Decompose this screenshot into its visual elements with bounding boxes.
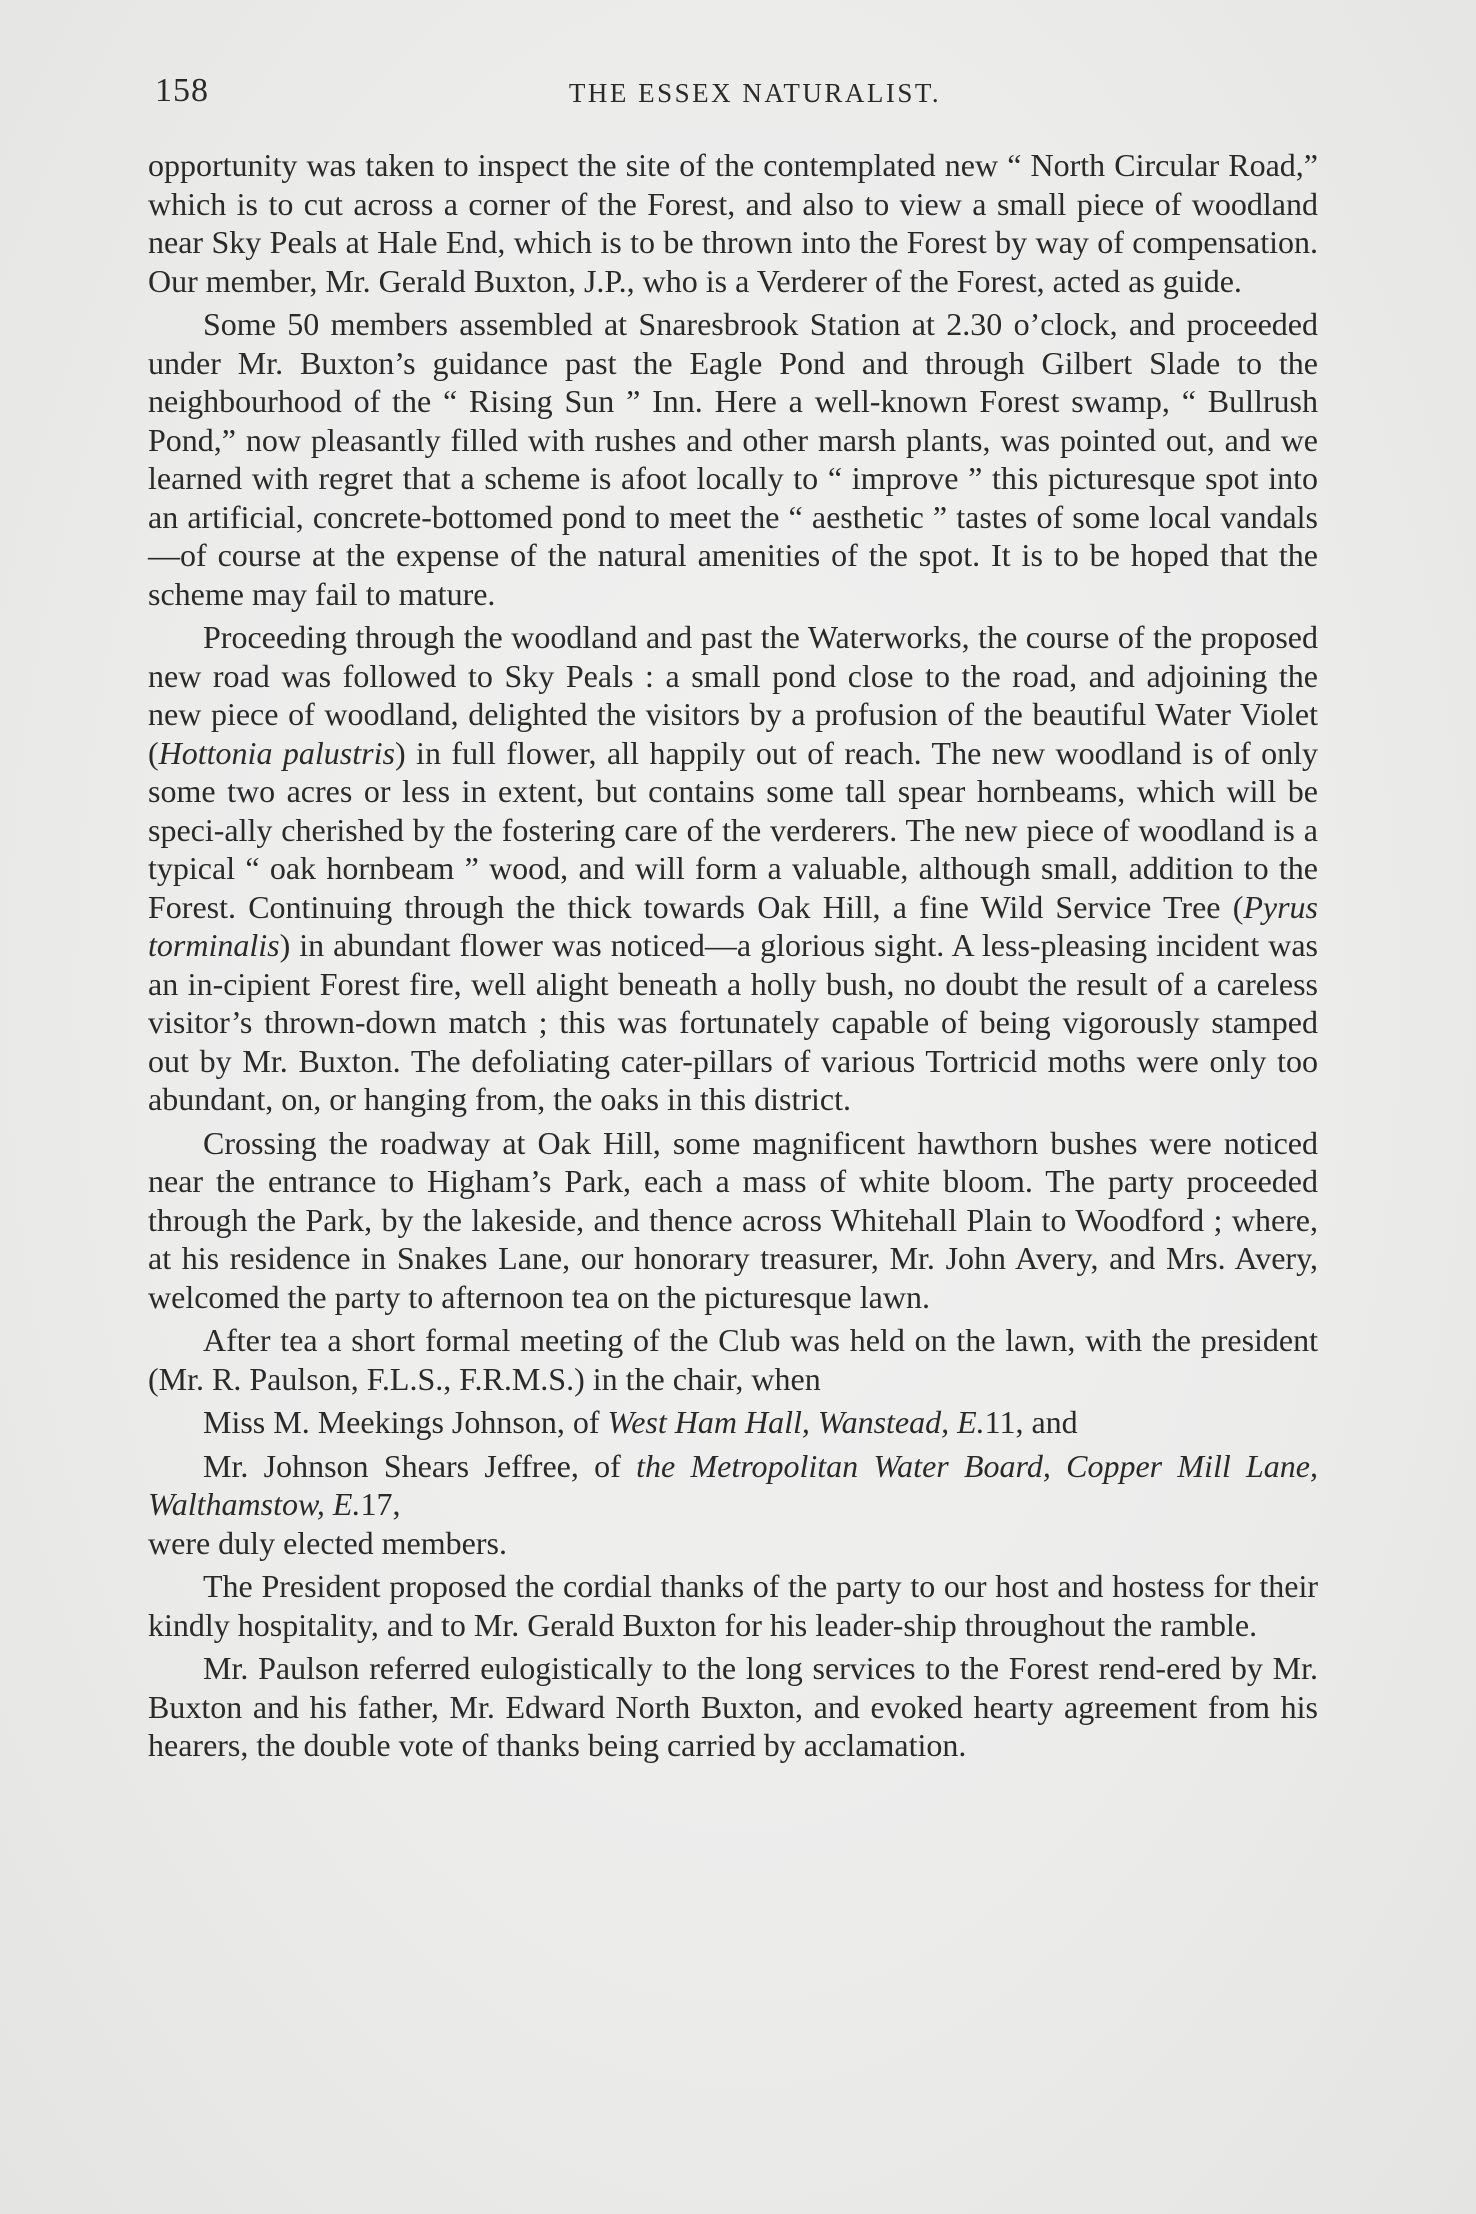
- text-run: 17,: [360, 1486, 401, 1522]
- new-member-entry: [148, 1403, 1318, 1442]
- running-title: THE ESSEX NATURALIST.: [568, 78, 942, 108]
- new-member-entry: [148, 1447, 1318, 1524]
- member-name: Mr. Johnson Shears Jeffree, of: [203, 1447, 637, 1484]
- text-run: ) in full flower, all happily out of reach. The new woodland is of only some two acres or less in extent, but contains some tall spear hornbeams, which will be speci-ally cherished by the fostering care of the verderers. The new piece of woodland is a typical “ oak hornbeam ” wood, and will form a valuable, although small, addition to the Forest. Continuing through the thick towards Oak Hill, a fine Wild Service Tree (: [148, 734, 1319, 925]
- paragraph-oak-hill: Crossing the roadway at Oak Hill, some magnificent hawthorn bushes were noticed near the entrance to Higham’s Park, each a mass of white bloom. The party proceeded through the Park, by the lakeside, and thence across Whitehall Plain to Woodford ; where, at his residence in Snakes Lane, our honorary treasurer, Mr. John Avery, and Mrs. Avery, welcomed the party to afternoon tea on the picturesque lawn.: [148, 1124, 1318, 1315]
- member-address: West Ham Hall, Wanstead, E.: [607, 1404, 985, 1440]
- paragraph-snaresbrook: Some 50 members assembled at Snaresbrook Station at 2.30 o’clock, and proceeded under Mr. Buxton’s guidance past the Eagle Pond and through Gilbert Slade to the neighbourhood of the “ Rising Sun ” Inn. Here a well-known Forest swamp, “ Bullrush Pond,” now pleasantly filled with rushes and other marsh plants, was pointed out, and we learned with regret that a scheme is afoot locally to “ improve ” this picturesque spot into an artificial, concrete-bottomed pond to meet the “ aesthetic ” tastes of some local vandals—of course at the expense of the natural amenities of the spot. It is to be hoped that the scheme may fail to mature.: [148, 306, 1318, 612]
- species-name: Pyrus torminalis: [148, 888, 1318, 963]
- text-run: 11, and: [984, 1404, 1078, 1440]
- paragraph-meeting: After tea a short formal meeting of the Club was held on the lawn, with the president (Mr. R. Paulson, F.L.S., F.R.M.S.) in the chair, when: [148, 1322, 1318, 1397]
- paragraph-elected: were duly elected members.: [148, 1524, 507, 1561]
- article-body: [148, 146, 1318, 1770]
- paragraph-paulson: Mr. Paulson referred eulogistically to the long services to the Forest rend-ered by Mr. Buxton and his father, Mr. Edward North Buxton, and evoked hearty agreement from his hearers, the double vote of thanks being carried by acclamation.: [148, 1650, 1318, 1763]
- paragraph-continuation: opportunity was taken to inspect the site of the contemplated new “ North Circular Road,” which is to cut across a corner of the Forest, and also to view a small piece of woodland near Sky Peals at Hale End, which is to be thrown into the Forest by way of compensation. Our member, Mr. Gerald Buxton, J.P., who is a Verderer of the Forest, acted as guide.: [148, 147, 1318, 299]
- paragraph-sky-peals: [148, 618, 1318, 1119]
- species-name: Hottonia palustris: [158, 734, 395, 771]
- page-number: 158: [155, 72, 209, 109]
- member-address: the Metropolitan Water Board, Copper Mill Lane, Walthamstow, E.: [148, 1447, 1319, 1522]
- member-name: Miss M. Meekings Johnson, of: [203, 1404, 608, 1440]
- text-run: Proceeding through the woodland and past the Waterworks, the course of the proposed new road was followed to Sky Peals : a small pond close to the road, and adjoining the new piece of woodland, delighted the visitors by a profusion of the beautiful Water Violet (: [148, 619, 1318, 771]
- text-run: ) in abundant flower was noticed—a glorious sight. A less-pleasing incident was an in-cipient Forest fire, well alight beneath a holly bush, no doubt the result of a careless visitor’s thrown-down match ; this was fortunately capable of being vigorously stamped out by Mr. Buxton. The defoliating cater-pillars of various Tortricid moths were only too abundant, on, or hanging from, the oaks in this district.: [148, 927, 1318, 1117]
- page-header: [155, 72, 1325, 122]
- paragraph-thanks: The President proposed the cordial thanks of the party to our host and hostess for their kindly hospitality, and to Mr. Gerald Buxton for his leader-ship throughout the ramble.: [148, 1568, 1318, 1643]
